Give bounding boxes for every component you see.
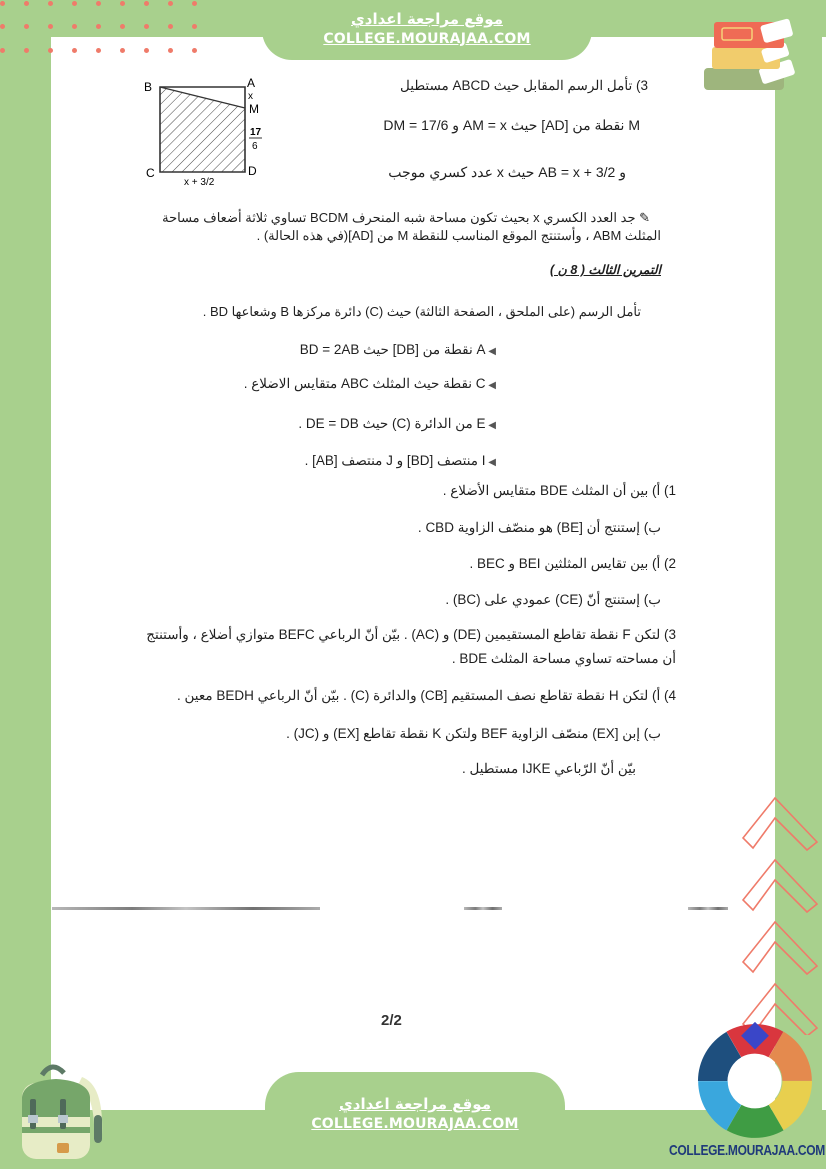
triangle-bullet-icon: ◀ [485,457,496,468]
triangle-bullet-icon: ◀ [485,380,496,391]
exercise3-question-4b: ب) إبن [EX) منصّف الزاوية BEF ولتكن K نقطة تقاطع [EX) و (JC) . [286,726,661,741]
header-site-url[interactable]: COLLEGE.MOURAJAA.COM [323,31,531,47]
exercise3-title: التمرين الثالث ( 8 ن ) [550,263,661,277]
rectangle-abcd-figure [140,75,270,195]
triangle-bullet-icon: ◀ [485,346,496,357]
exercise3-question-1a: 1) أ) بين أن المثلث BDE متقايس الأضلاع . [442,483,676,498]
header-site-name: موقع مراجعة اعدادي [351,10,503,28]
frame-left-strip [0,0,51,1169]
site-logo-wheel-icon[interactable] [696,1022,814,1140]
ex2-q3-task-line1: ✎ جد العدد الكسري x بحيث تكون مساحة شبه المنحرف BCDM تساوي ثلاثة أضعاف مساحة [162,210,650,225]
svg-text:x: x [248,91,253,102]
triangle-bullet-icon: ◀ [485,420,496,431]
decorative-dots [0,0,200,60]
logo-caption[interactable]: COLLEGE.MOURAJAA.COM [668,1141,825,1159]
pencil-icon: ✎ [635,210,650,225]
svg-text:C: C [146,166,155,180]
ex2-q3-task-line2: المثلث ABM ، وأستنتج الموقع المناسب للنقطة M من [AD](في هذه الحالة) . [256,228,661,243]
scan-divider [52,907,320,910]
exercise3-question-4a: 4) أ) لتكن H نقطة تقاطع نصف المستقيم [CB) والدائرة (C) . بيّن أنّ الرباعي BEDH معين . [177,688,676,703]
ex2-q3-point-m: M نقطة من [AD] حيث AM = x و DM = 17/6 [383,117,640,133]
page-number: 2/2 [381,1012,402,1029]
footer-site-name: موقع مراجعة اعدادي [339,1095,491,1113]
exercise3-question-4b-cont: بيّن أنّ الرّباعي IJKE مستطيل . [461,761,636,776]
exercise3-bullet: ◀ E من الدائرة (C) حيث DE = DB . [298,416,496,431]
svg-text:17: 17 [250,127,262,138]
svg-text:D: D [248,164,257,178]
books-icon [700,12,800,92]
scan-divider [688,907,728,910]
exercise3-question-1b: ب) إستنتج أن [BE) هو منصّف الزاوية CBD . [417,520,661,535]
footer-site-banner[interactable] [265,1072,565,1169]
svg-text:M: M [249,102,259,116]
exercise3-bullet: ◀ A نقطة من [DB] حيث BD = 2AB [299,342,496,357]
footer-site-url[interactable]: COLLEGE.MOURAJAA.COM [311,1116,519,1132]
scan-divider [464,907,502,910]
chevron-up-decoration-icon [733,790,825,1035]
exercise3-intro: تأمل الرسم (على الملحق ، الصفحة الثالثة) حيث (C) دائرة مركزها B وشعاعها BD . [202,304,641,319]
exercise3-question-3-cont: أن مساحته تساوي مساحة المثلث BDE . [451,651,676,666]
svg-text:6: 6 [252,141,258,152]
exercise3-question-2a: 2) أ) بين تقايس المثلثين BEI و BEC . [469,556,676,571]
exercise3-bullet: ◀ C نقطة حيث المثلث ABC متقايس الاضلاع . [243,376,496,391]
ex2-q3-intro: 3) تأمل الرسم المقابل حيث ABCD مستطيل [400,78,648,93]
svg-text:A: A [247,76,256,90]
backpack-icon [12,1055,112,1165]
svg-text:x + 3/2: x + 3/2 [184,177,215,188]
exercise3-question-2b: ب) إستنتج أنّ (CE) عمودي على (BC) . [445,592,661,607]
ex2-q3-ab-length: و AB = x + 3/2 حيث x عدد كسري موجب [388,164,626,180]
svg-text:B: B [144,80,153,94]
header-site-banner[interactable] [262,0,592,60]
exercise3-question-3: 3) لتكن F نقطة تقاطع المستقيمين (DE) و (AC) . بيّن أنّ الرباعي BEFC متوازي أضلاع ، وأستنتج [146,627,676,642]
exercise3-bullet: ◀ I منتصف [BD] و J منتصف [AB] . [304,453,496,468]
